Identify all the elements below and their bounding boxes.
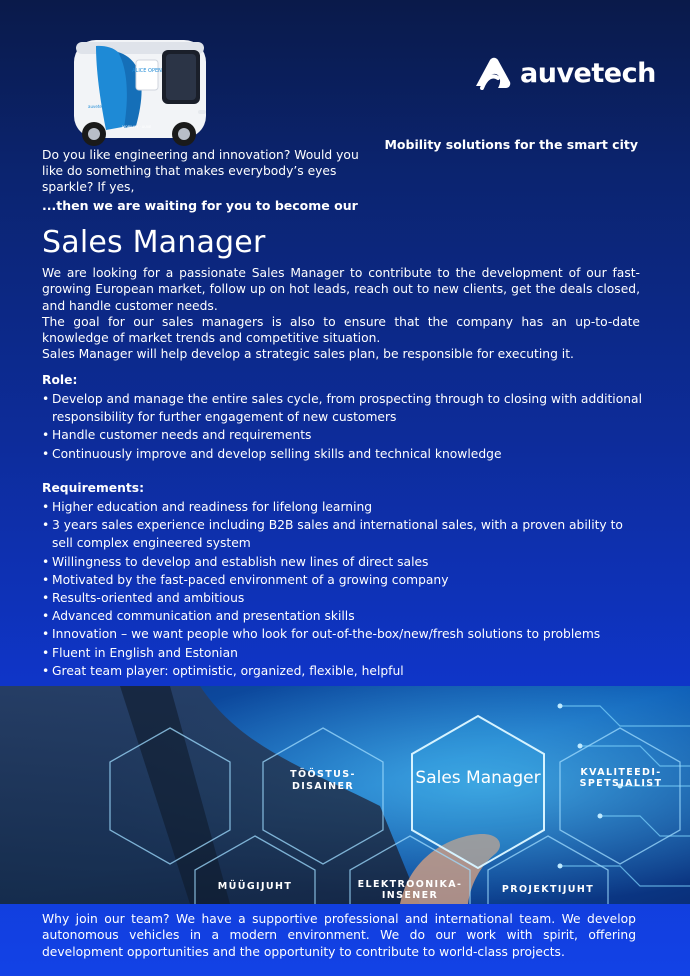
vehicle-side-label: ALICE OPEN: [132, 68, 162, 74]
requirements-heading: Requirements:: [42, 481, 145, 495]
hex-label-sales-manager: Sales Manager: [415, 768, 541, 788]
job-description: [42, 265, 640, 363]
list-item: • Continuously improve and develop selling skills and technical knowledge: [42, 445, 642, 463]
footer-text: Why join our team? We have a supportive professional and international team. We develop autonomous vehicles in a modern environment. We do our work with spirit, offering development opportunities and the opportunity to contribute to world-class projects.: [42, 912, 636, 959]
vehicle-stripe-label: MOBILITY · AUVE: [122, 125, 152, 129]
vehicle-image: [66, 30, 214, 152]
list-item: • Great team player: optimistic, organized, flexible, helpful: [42, 662, 642, 680]
list-item: • Advanced communication and presentation skills: [42, 607, 642, 625]
list-item: • Motivated by the fast-paced environment of a growing company: [42, 571, 642, 589]
intro-lead: ...then we are waiting for you to become our: [42, 198, 358, 213]
list-item: • Higher education and readiness for lifelong learning: [42, 498, 642, 516]
hex-label-kvaliteedi-2: SPETSIALIST: [579, 778, 663, 789]
hex-label-toostus-1: TÖÖSTUS-: [290, 769, 356, 780]
hex-label-toostus-2: DISAINER: [291, 781, 355, 792]
list-item: • Handle customer needs and requirements: [42, 426, 642, 444]
role-heading: Role:: [42, 373, 78, 387]
page-title: Sales Manager: [42, 225, 266, 260]
list-item: • 3 years sales experience including B2B sales and international sales, with a proven ability to sell complex engineered system: [42, 516, 642, 552]
list-item: • Develop and manage the entire sales cycle, from prospecting through to closing with additional responsibility for further engagement of new customers: [42, 390, 642, 426]
list-item: • Innovation – we want people who look for out-of-the-box/new/fresh solutions to problems: [42, 625, 642, 643]
intro-question: Do you like engineering and innovation? Would you like do something that makes everybody’s eyes sparkle? If yes,: [42, 148, 359, 194]
description-paragraph: The goal for our sales managers is also to ensure that the company has an up-to-date knowledge of market trends and competitive situation.: [42, 314, 640, 346]
brand-name: auvetech: [520, 57, 656, 89]
list-item: • Fluent in English and Estonian: [42, 644, 642, 662]
requirements-list: [42, 498, 642, 680]
list-item: • Results-oriented and ambitious: [42, 589, 642, 607]
description-paragraph: Sales Manager will help develop a strategic sales plan, be responsible for executing it.: [42, 347, 574, 362]
hex-label-elektroonika-1: ELEKTROONIKA-: [357, 879, 463, 890]
description-paragraph: We are looking for a passionate Sales Manager to contribute to the development of our fast-growing European market, follow up on hot leads, reach out to new clients, get the deals closed, and handle customer needs.: [42, 266, 640, 313]
auvetech-logo-icon: [474, 56, 512, 90]
hexagon-graphic: [0, 686, 690, 904]
role-list: [42, 390, 642, 463]
hex-label-muugijuht: MÜÜGIJUHT: [217, 881, 293, 892]
hex-label-elektroonika-2: INSENER: [381, 890, 439, 901]
brand-logo: [474, 56, 656, 90]
hex-label-projektijuht: PROJEKTIJUHT: [501, 884, 595, 895]
brand-tagline: Mobility solutions for the smart city: [384, 137, 638, 152]
vehicle-brand-label: auvetech: [88, 104, 107, 109]
list-item: • Willingness to develop and establish new lines of direct sales: [42, 553, 642, 571]
hex-label-kvaliteedi-1: KVALITEEDI-: [580, 767, 662, 778]
